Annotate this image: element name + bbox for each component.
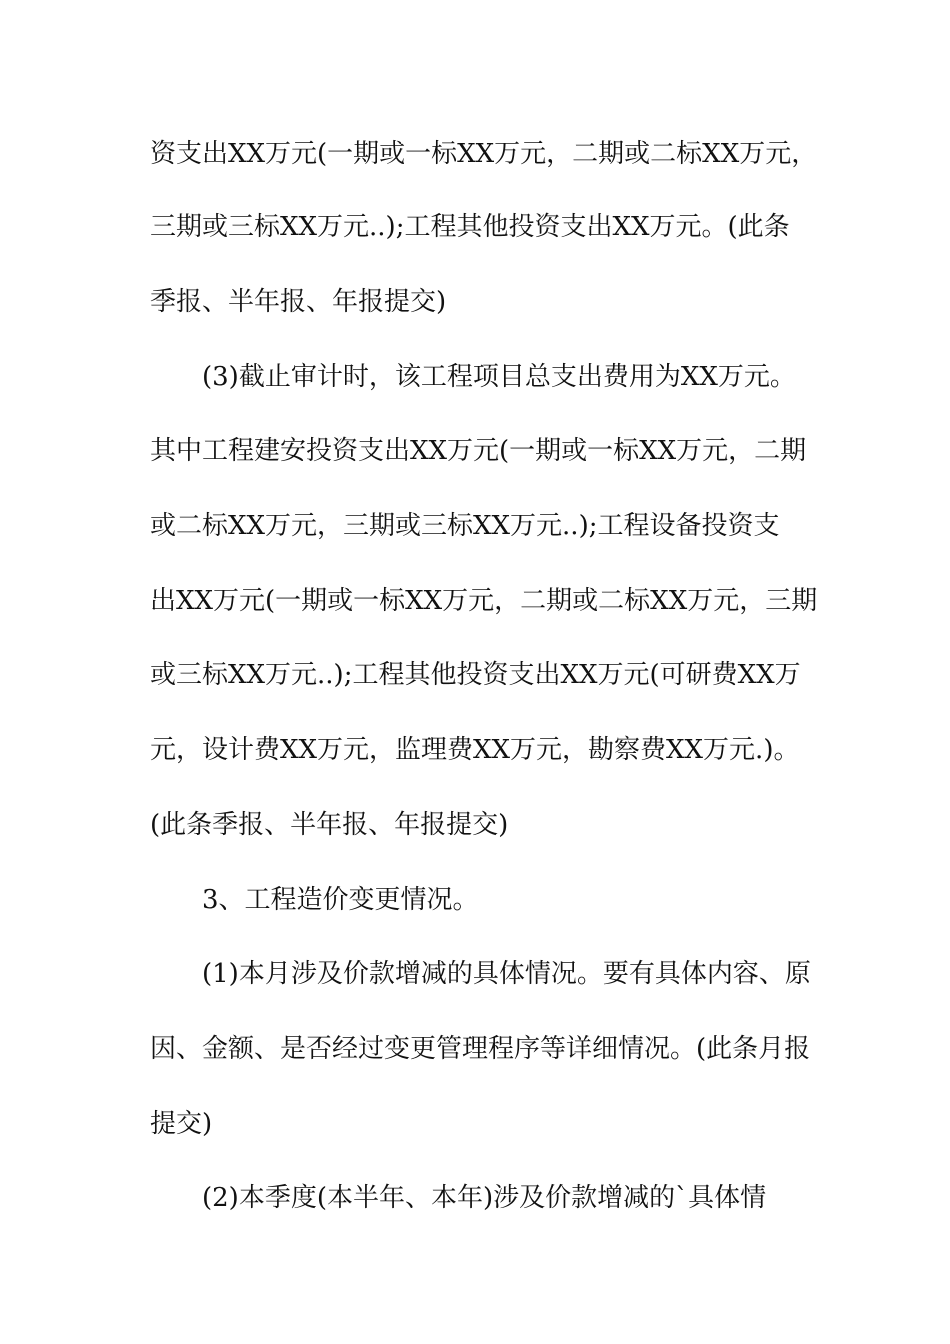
body-text-line: 其中工程建安投资支出XX万元(一期或一标XX万元，二期	[150, 436, 807, 466]
body-text-line: 出XX万元(一期或一标XX万元，二期或二标XX万元，三期	[150, 586, 818, 616]
body-text-line: 三期或三标XX万元..);工程其他投资支出XX万元。(此条	[150, 212, 790, 242]
body-text-line: 提交)	[150, 1109, 213, 1139]
body-text-line: 因、金额、是否经过变更管理程序等详细情况。(此条月报	[150, 1034, 811, 1064]
body-text-line: (3)截止审计时，该工程项目总支出费用为XX万元。	[202, 362, 796, 392]
body-text-line: 或三标XX万元..);工程其他投资支出XX万元(可研费XX万	[150, 660, 801, 690]
body-text-line: 季报、半年报、年报提交)	[150, 287, 447, 317]
body-text-line: 或二标XX万元，三期或三标XX万元..);工程设备投资支	[150, 511, 780, 541]
body-text-line: 元，设计费XX万元，监理费XX万元，勘察费XX万元.)。	[150, 735, 800, 765]
body-text-line: (1)本月涉及价款增减的具体情况。要有具体内容、原	[202, 959, 811, 989]
body-text-line: (2)本季度(本半年、本年)涉及价款增减的`具体情	[202, 1183, 767, 1213]
body-text-line: 资支出XX万元(一期或一标XX万元，二期或二标XX万元，	[150, 139, 818, 169]
section-heading: 3、工程造价变更情况。	[202, 885, 479, 915]
body-text-line: (此条季报、半年报、年报提交)	[150, 810, 509, 840]
